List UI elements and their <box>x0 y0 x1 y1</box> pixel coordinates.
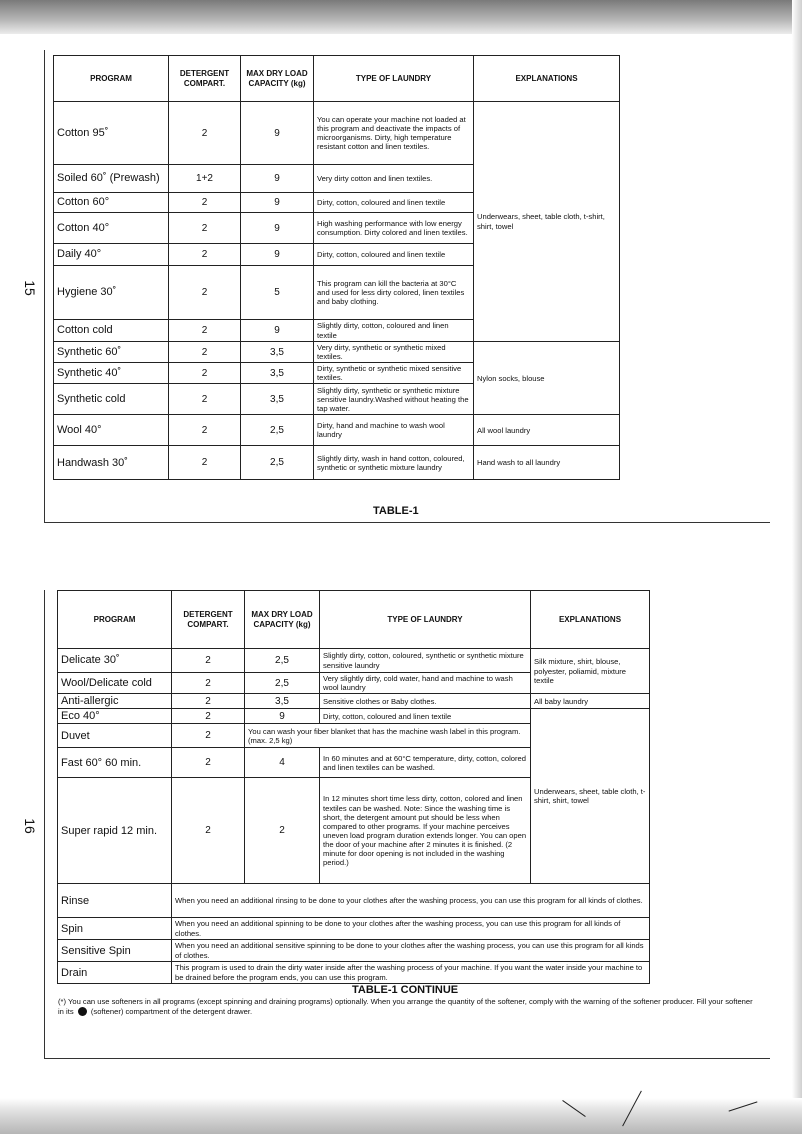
detergent-value: 2 <box>169 102 241 165</box>
table-row <box>54 415 620 446</box>
detergent-value: 2 <box>169 244 241 266</box>
capacity-value: 3,5 <box>241 342 314 363</box>
explanation-eco-group: Underwears, sheet, table cloth, t-shirt, shirt, towel <box>531 709 650 884</box>
program-name: Handwash 30˚ <box>54 446 169 480</box>
capacity-value: 2 <box>245 778 320 884</box>
table-1-continue <box>57 590 650 984</box>
laundry-type: Slightly dirty, wash in hand cotton, coloured, synthetic or synthetic mixture laundry <box>314 446 474 480</box>
table-row <box>54 102 620 165</box>
program-name: Hygiene 30˚ <box>54 266 169 320</box>
capacity-value: 9 <box>241 213 314 244</box>
laundry-type: You can wash your fiber blanket that has the machine wash label in this program. (max. 2,5 kg) <box>245 724 531 748</box>
detergent-value: 2 <box>172 694 245 709</box>
explanation-anti-allergic: All baby laundry <box>531 694 650 709</box>
detergent-value: 2 <box>169 320 241 342</box>
table-row <box>58 918 650 940</box>
program-name: Super rapid 12 min. <box>58 778 172 884</box>
laundry-type: Slightly dirty, cotton, coloured, synthetic or synthetic mixture sensitive laundry <box>320 649 531 673</box>
table-row <box>58 940 650 962</box>
page-number-16: 16 <box>21 818 38 834</box>
explanation-delicate-group: Silk mixture, shirt, blouse, polyester, poliamid, mixture textile <box>531 649 650 694</box>
detergent-value: 2 <box>172 673 245 694</box>
header-detergent: DETERGENT COMPART. <box>169 56 241 102</box>
program-name: Wool/Delicate cold <box>58 673 172 694</box>
program-name: Cotton cold <box>54 320 169 342</box>
laundry-type: Dirty, cotton, coloured and linen textile <box>320 709 531 724</box>
laundry-type: High washing performance with low energy consumption. Dirty colored and linen textiles. <box>314 213 474 244</box>
program-name: Cotton 60° <box>54 193 169 213</box>
detergent-value: 2 <box>172 778 245 884</box>
detergent-value: 2 <box>169 342 241 363</box>
program-description: When you need an additional spinning to be done to your clothes after the washing process, you can use this program for all kinds of clothes. <box>172 918 650 940</box>
capacity-value: 9 <box>241 102 314 165</box>
header-program: PROGRAM <box>54 56 169 102</box>
table-row <box>58 694 650 709</box>
scan-right-edge <box>792 0 802 1134</box>
detergent-value: 2 <box>169 415 241 446</box>
laundry-type: In 60 minutes and at 60°C temperature, dirty, cotton, colored and linen textiles can be washed. <box>320 748 531 778</box>
program-name: Duvet <box>58 724 172 748</box>
program-name: Synthetic 60˚ <box>54 342 169 363</box>
header-type: TYPE OF LAUNDRY <box>320 591 531 649</box>
laundry-type: Dirty, synthetic or synthetic mixed sensitive textiles. <box>314 363 474 384</box>
table-row <box>58 962 650 984</box>
detergent-value: 2 <box>172 748 245 778</box>
program-name: Fast 60° 60 min. <box>58 748 172 778</box>
table-row <box>58 709 650 724</box>
capacity-value: 2,5 <box>245 673 320 694</box>
capacity-value: 2,5 <box>241 446 314 480</box>
capacity-value: 3,5 <box>241 363 314 384</box>
detergent-value: 1+2 <box>169 165 241 193</box>
laundry-type: Slightly dirty, synthetic or synthetic mixture sensitive laundry.Washed without heating the tap water. <box>314 384 474 415</box>
detergent-value: 2 <box>169 363 241 384</box>
program-name: Spin <box>58 918 172 940</box>
footnote-text-1: (*) You can use softeners in all programs (except spinning and draining programs) optionally. When you arrange the quantity of the softener, comply with the warning of the softener producer. Fill your softener in its <box>58 997 753 1016</box>
program-name: Drain <box>58 962 172 984</box>
detergent-value: 2 <box>169 266 241 320</box>
laundry-type: Very dirty, synthetic or synthetic mixed textiles. <box>314 342 474 363</box>
program-name: Anti-allergic <box>58 694 172 709</box>
capacity-value: 5 <box>241 266 314 320</box>
laundry-type: This program can kill the bacteria at 30°C and used for less dirty colored, linen textiles and baby clothing. <box>314 266 474 320</box>
program-description: This program is used to drain the dirty water inside after the washing process of your machine. If you want the water inside your machine to be drained before the program ends, you can use this program. <box>172 962 650 984</box>
header-detergent: DETERGENT COMPART. <box>172 591 245 649</box>
capacity-value: 2,5 <box>245 649 320 673</box>
detergent-value: 2 <box>172 724 245 748</box>
header-capacity: MAX DRY LOAD CAPACITY (kg) <box>245 591 320 649</box>
detergent-value: 2 <box>169 384 241 415</box>
table-1-header-row <box>54 56 620 102</box>
capacity-value: 3,5 <box>241 384 314 415</box>
table-row <box>58 884 650 918</box>
laundry-type: Very slightly dirty, cold water, hand and machine to wash wool laundry <box>320 673 531 694</box>
program-description: When you need an additional rinsing to be done to your clothes after the washing process, you can use this program for all kinds of clothes. <box>172 884 650 918</box>
table-row <box>58 649 650 673</box>
detergent-value: 2 <box>169 193 241 213</box>
table-row <box>54 446 620 480</box>
program-name: Sensitive Spin <box>58 940 172 962</box>
program-name: Cotton 40° <box>54 213 169 244</box>
header-capacity: MAX DRY LOAD CAPACITY (kg) <box>241 56 314 102</box>
footnote-text-2: (softener) compartment of the detergent drawer. <box>90 1006 253 1016</box>
laundry-type: Slightly dirty, cotton, coloured and linen textile <box>314 320 474 342</box>
table-1 <box>53 55 620 480</box>
program-name: Daily 40° <box>54 244 169 266</box>
table-1-caption: TABLE-1 <box>373 505 419 517</box>
program-name: Synthetic 40˚ <box>54 363 169 384</box>
detergent-value: 2 <box>169 446 241 480</box>
header-explanations: EXPLANATIONS <box>531 591 650 649</box>
table-1-continue-caption: TABLE-1 CONTINUE <box>352 984 459 996</box>
capacity-value: 3,5 <box>245 694 320 709</box>
header-type: TYPE OF LAUNDRY <box>314 56 474 102</box>
detergent-value: 2 <box>169 213 241 244</box>
program-name: Wool 40° <box>54 415 169 446</box>
capacity-value: 2,5 <box>241 415 314 446</box>
program-name: Synthetic cold <box>54 384 169 415</box>
program-name: Soiled 60˚ (Prewash) <box>54 165 169 193</box>
scan-top-shadow <box>0 0 802 34</box>
scan-bottom-shadow <box>0 1098 802 1134</box>
capacity-value: 9 <box>241 320 314 342</box>
program-description: When you need an additional sensitive spinning to be done to your clothes after the washing process, you can use this program for all kinds of clothes. <box>172 940 650 962</box>
program-name: Eco 40° <box>58 709 172 724</box>
header-program: PROGRAM <box>58 591 172 649</box>
detergent-value: 2 <box>172 649 245 673</box>
softener-compartment-icon <box>78 1007 87 1016</box>
table-2-header-row <box>58 591 650 649</box>
header-explanations: EXPLANATIONS <box>474 56 620 102</box>
program-name: Cotton 95˚ <box>54 102 169 165</box>
capacity-value: 9 <box>241 193 314 213</box>
explanation-cotton-group: Underwears, sheet, table cloth, t-shirt, shirt, towel <box>474 102 620 342</box>
program-name: Rinse <box>58 884 172 918</box>
laundry-type: Dirty, cotton, coloured and linen textile <box>314 193 474 213</box>
laundry-type: You can operate your machine not loaded at this program and deactivate the impacts of microorganisms. Dirty, high temperature resistant cotton and linen textiles. <box>314 102 474 165</box>
capacity-value: 4 <box>245 748 320 778</box>
page-number-15: 15 <box>21 280 38 296</box>
capacity-value: 9 <box>245 709 320 724</box>
laundry-type: Dirty, hand and machine to wash wool laundry <box>314 415 474 446</box>
laundry-type: Sensitive clothes or Baby clothes. <box>320 694 531 709</box>
laundry-type: Dirty, cotton, coloured and linen textile <box>314 244 474 266</box>
softener-footnote <box>58 997 758 1017</box>
capacity-value: 9 <box>241 244 314 266</box>
explanation-wool: All wool laundry <box>474 415 620 446</box>
capacity-value: 9 <box>241 165 314 193</box>
explanation-synthetic-group: Nylon socks, blouse <box>474 342 620 415</box>
laundry-type: In 12 minutes short time less dirty, cotton, colored and linen textiles can be washed. Note: Since the washing time is short, the detergent amount put should be less when compared to other programs. If your machine perceives uneven load program duration extends longer. You can open the door of your machine after 2 minutes it is finished. (2 minute for door opening is not included in the washing period.) <box>320 778 531 884</box>
detergent-value: 2 <box>172 709 245 724</box>
program-name: Delicate 30˚ <box>58 649 172 673</box>
laundry-type: Very dirty cotton and linen textiles. <box>314 165 474 193</box>
table-row <box>54 342 620 363</box>
explanation-handwash: Hand wash to all laundry <box>474 446 620 480</box>
